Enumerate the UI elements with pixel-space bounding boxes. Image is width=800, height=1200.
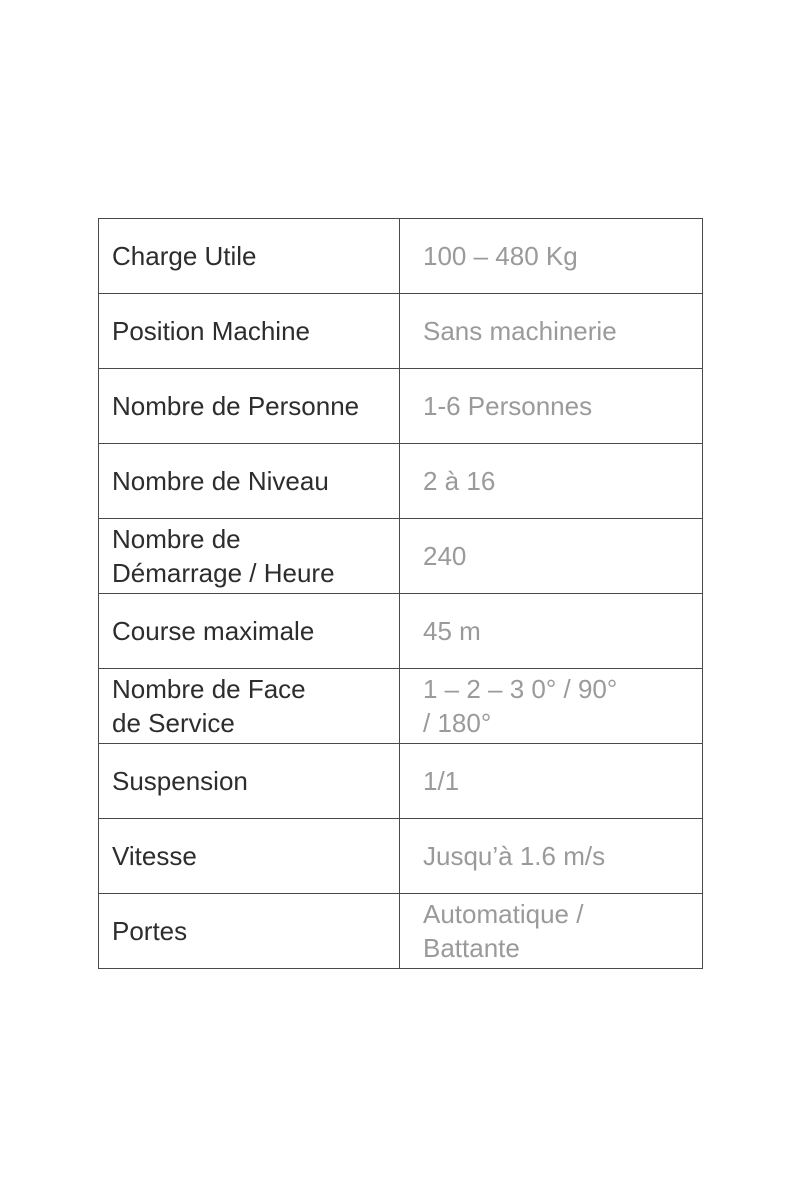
table-row — [99, 219, 703, 294]
spec-label: Nombre de Démarrage / Heure — [99, 519, 400, 594]
spec-value: Automatique / Battante — [400, 894, 703, 969]
table-row — [99, 894, 703, 969]
specifications-table — [98, 218, 703, 969]
table-row — [99, 294, 703, 369]
spec-value: 100 – 480 Kg — [400, 219, 703, 294]
spec-value: Jusqu’à 1.6 m/s — [400, 819, 703, 894]
spec-value: 45 m — [400, 594, 703, 669]
spec-label: Nombre de Personne — [99, 369, 400, 444]
spec-value: 1/1 — [400, 744, 703, 819]
spec-value: 2 à 16 — [400, 444, 703, 519]
spec-label: Nombre de Niveau — [99, 444, 400, 519]
table-row — [99, 519, 703, 594]
table-row — [99, 744, 703, 819]
spec-value: 1-6 Personnes — [400, 369, 703, 444]
table-row — [99, 594, 703, 669]
table-row — [99, 819, 703, 894]
spec-value: 240 — [400, 519, 703, 594]
spec-label: Position Machine — [99, 294, 400, 369]
spec-label: Nombre de Face de Service — [99, 669, 400, 744]
spec-value: 1 – 2 – 3 0° / 90° / 180° — [400, 669, 703, 744]
spec-label: Suspension — [99, 744, 400, 819]
spec-label: Portes — [99, 894, 400, 969]
spec-label: Charge Utile — [99, 219, 400, 294]
spec-label: Vitesse — [99, 819, 400, 894]
table-row — [99, 369, 703, 444]
spec-label: Course maximale — [99, 594, 400, 669]
spec-value: Sans machinerie — [400, 294, 703, 369]
table-row — [99, 444, 703, 519]
table-row — [99, 669, 703, 744]
